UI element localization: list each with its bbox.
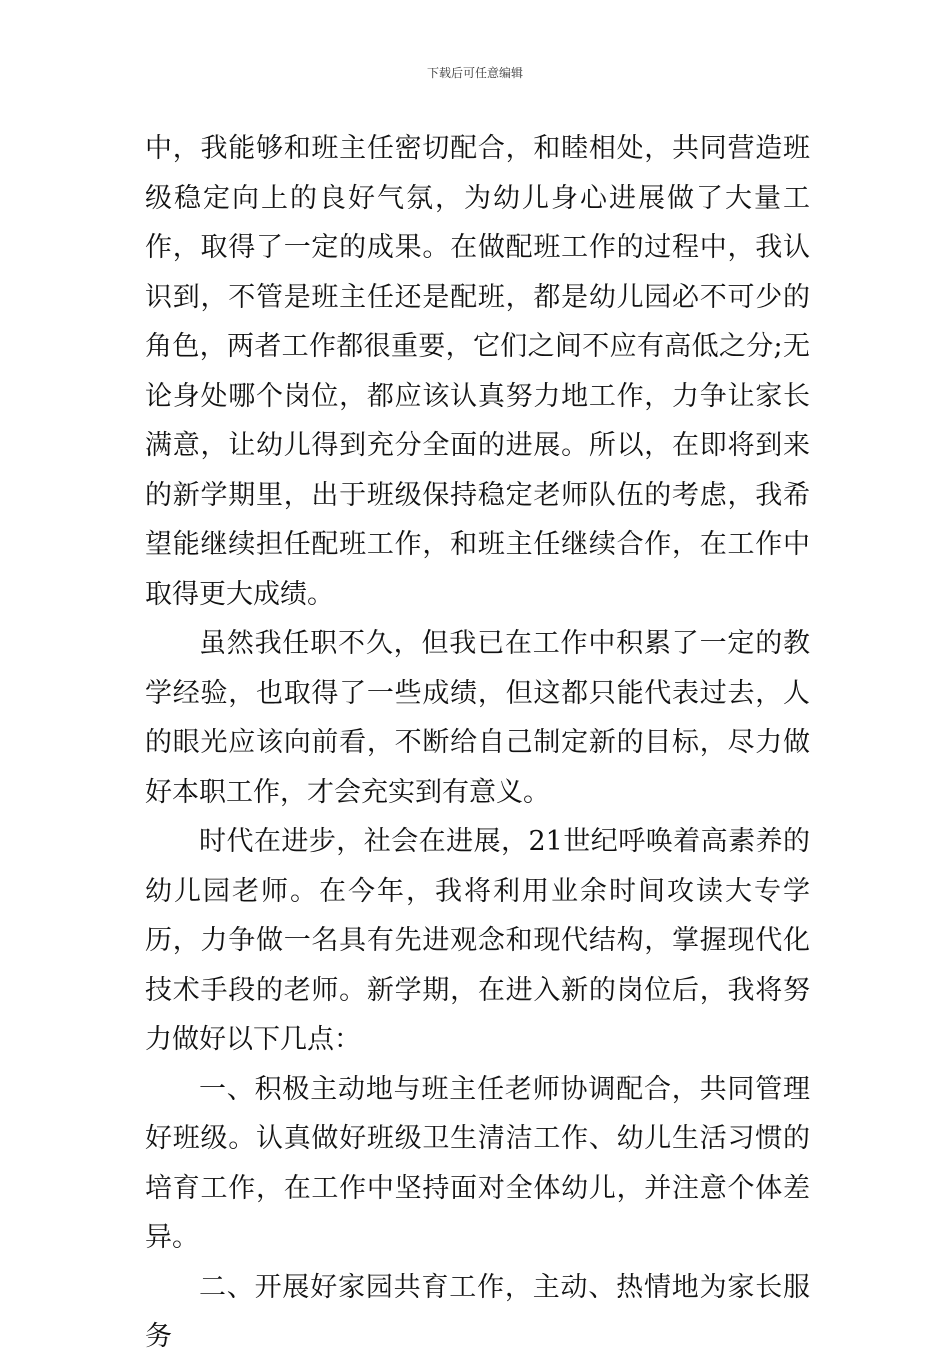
- paragraph-point-one: 一、积极主动地与班主任老师协调配合，共同管理好班级。认真做好班级卫生清洁工作、幼儿生活习惯的培育工作，在工作中坚持面对全体幼儿，并注意个体差异。: [145, 1073, 810, 1253]
- paragraph-era-progress: 时代在进步，社会在进展，21世纪呼唤着高素养的幼儿园老师。在今年，我将利用业余时间攻读大专学历，力争做一名具有先进观念和现代结构，掌握现代化技术手段的老师。新学期，在进入新的岗位后，我将努力做好以下几点：: [145, 826, 810, 1055]
- document-body: [145, 124, 810, 1362]
- paragraph-experience: 虽然我任职不久，但我已在工作中积累了一定的教学经验，也取得了一些成绩，但这都只能代表过去，人的眼光应该向前看，不断给自己制定新的目标，尽力做好本职工作，才会充实到有意义。: [145, 628, 810, 808]
- download-note: 下载后可任意编辑: [426, 66, 523, 80]
- paragraph-point-two: 二、开展好家园共育工作，主动、热情地为家长服务: [145, 1271, 810, 1352]
- paragraph-continued: 中，我能够和班主任密切配合，和睦相处，共同营造班级稳定向上的良好气氛，为幼儿身心进展做了大量工作，取得了一定的成果。在做配班工作的过程中，我认识到，不管是班主任还是配班，都是幼儿园必不可少的角色，两者工作都很重要，它们之间不应有高低之分;无论身处哪个岗位，都应该认真努力地工作，力争让家长满意，让幼儿得到充分全面的进展。所以，在即将到来的新学期里，出于班级保持稳定老师队伍的考虑，我希望能继续担任配班工作，和班主任继续合作，在工作中取得更大成绩。: [145, 133, 810, 610]
